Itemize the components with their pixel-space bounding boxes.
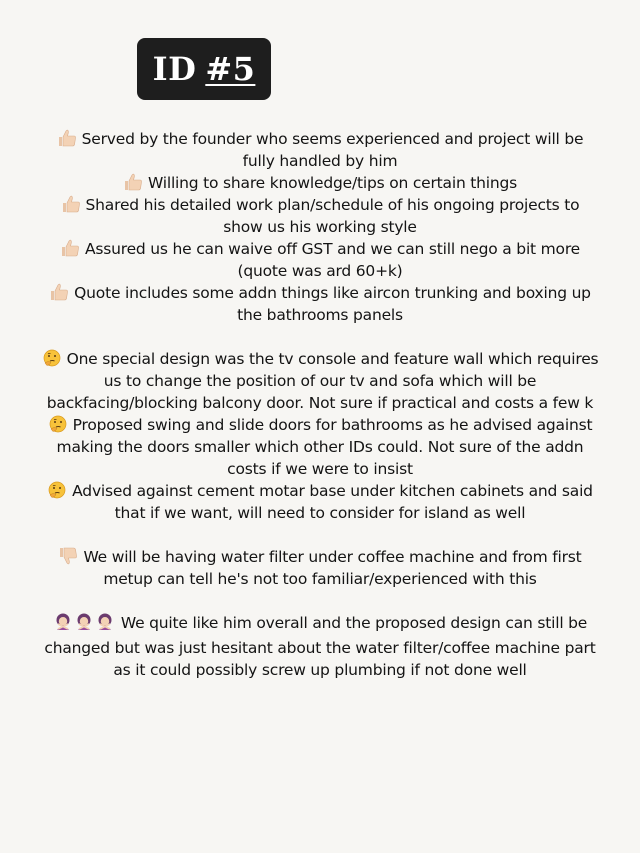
thumbs-down-icon: [58, 547, 78, 565]
title-badge: [137, 38, 271, 100]
thumbs-up-icon: [61, 195, 81, 213]
list-item: We quite like him overall and the proposed design can still be changed but was just hesitant about the water filter/coffee machine part as it could possibly screw up plumbing if not done well: [44, 614, 596, 679]
list-item: Served by the founder who seems experienced and project will be fully handled by him: [40, 128, 600, 172]
list-item: Willing to share knowledge/tips on certain things: [40, 172, 600, 194]
cons-section: [40, 546, 600, 590]
pros-section: [40, 128, 600, 326]
thinking-face-icon: [48, 415, 68, 433]
summary-section: [40, 612, 600, 681]
list-item: Shared his detailed work plan/schedule of his ongoing projects to show us his working style: [40, 194, 600, 238]
person-gesturing-no-icon: [74, 613, 94, 631]
list-item: Advised against cement motar base under kitchen cabinets and said that if we want, will need to consider for island as well: [40, 480, 600, 524]
person-gesturing-no-icon: [95, 613, 115, 631]
title-number: #5: [205, 50, 256, 88]
thumbs-up-icon: [57, 129, 77, 147]
thumbs-up-icon: [49, 283, 69, 301]
person-gesturing-no-icons: [53, 613, 116, 637]
person-gesturing-no-icon: [53, 613, 73, 631]
thumbs-up-icon: [123, 173, 143, 191]
notes-content: [40, 128, 600, 703]
thinking-face-icon: [47, 481, 67, 499]
list-item: Assured us he can waive off GST and we can still nego a bit more (quote was ard 60+k): [40, 238, 600, 282]
list-item: Quote includes some addn things like aircon trunking and boxing up the bathrooms panels: [40, 282, 600, 326]
concerns-section: [40, 348, 600, 524]
list-item: One special design was the tv console and feature wall which requires us to change the position of our tv and sofa which will be backfacing/blocking balcony door. Not sure if practical and costs a few k: [40, 348, 600, 414]
list-item: We will be having water filter under coffee machine and from first metup can tell he's not too familiar/experienced with this: [40, 546, 600, 590]
list-item: Proposed swing and slide doors for bathrooms as he advised against making the doors smaller which other IDs could. Not sure of the addn costs if we were to insist: [40, 414, 600, 480]
title-prefix: ID: [152, 50, 197, 88]
thumbs-up-icon: [60, 239, 80, 257]
thinking-face-icon: [42, 349, 62, 367]
